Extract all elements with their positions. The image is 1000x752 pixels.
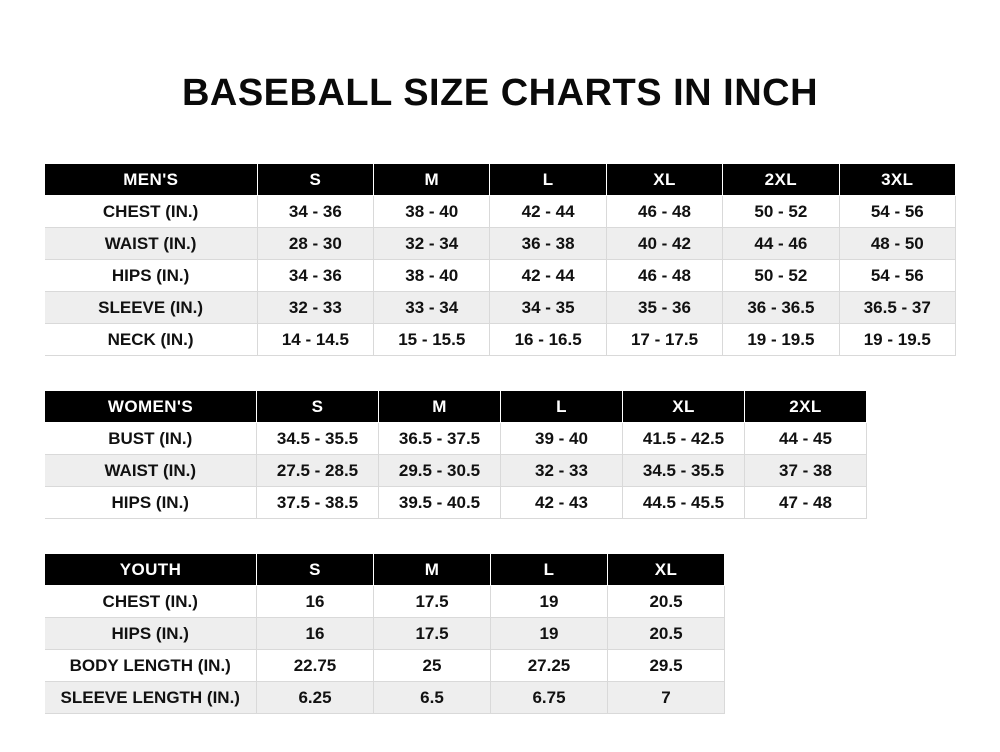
cell: 22.75 (257, 650, 374, 682)
row-label: SLEEVE (IN.) (45, 292, 258, 324)
cell: 34 - 36 (257, 260, 373, 292)
cell: 34.5 - 35.5 (257, 423, 379, 455)
womens-header-s: S (257, 391, 379, 423)
mens-header-l: L (490, 164, 606, 196)
cell: 47 - 48 (745, 487, 867, 519)
table-row (45, 586, 725, 618)
womens-size-table (44, 390, 867, 519)
row-label: HIPS (IN.) (45, 487, 257, 519)
table-row (45, 650, 725, 682)
cell: 6.75 (491, 682, 608, 714)
cell: 16 - 16.5 (490, 324, 606, 356)
row-label: WAIST (IN.) (45, 455, 257, 487)
tables-container (0, 163, 1000, 714)
table-row (45, 228, 956, 260)
cell: 50 - 52 (723, 260, 839, 292)
cell: 38 - 40 (374, 260, 490, 292)
table-spacer (44, 356, 956, 390)
cell: 32 - 33 (501, 455, 623, 487)
womens-header-m: M (379, 391, 501, 423)
cell: 25 (374, 650, 491, 682)
cell: 6.25 (257, 682, 374, 714)
cell: 37.5 - 38.5 (257, 487, 379, 519)
cell: 41.5 - 42.5 (623, 423, 745, 455)
womens-header-l: L (501, 391, 623, 423)
cell: 42 - 44 (490, 260, 606, 292)
table-row (45, 292, 956, 324)
cell: 7 (608, 682, 725, 714)
cell: 19 - 19.5 (723, 324, 839, 356)
cell: 16 (257, 586, 374, 618)
cell: 36.5 - 37.5 (379, 423, 501, 455)
page-title: BASEBALL SIZE CHARTS IN INCH (181, 72, 819, 114)
cell: 42 - 44 (490, 196, 606, 228)
table-row (45, 324, 956, 356)
cell: 19 (491, 618, 608, 650)
cell: 48 - 50 (839, 228, 955, 260)
cell: 19 - 19.5 (839, 324, 955, 356)
youth-header-row (45, 554, 725, 586)
youth-header-xl: XL (608, 554, 725, 586)
row-label: NECK (IN.) (45, 324, 258, 356)
cell: 17 - 17.5 (606, 324, 722, 356)
cell: 34 - 36 (257, 196, 373, 228)
womens-header-2xl: 2XL (745, 391, 867, 423)
womens-header-row (45, 391, 867, 423)
mens-header-2xl: 2XL (723, 164, 839, 196)
youth-header-category: YOUTH (45, 554, 257, 586)
youth-header-s: S (257, 554, 374, 586)
table-row (45, 682, 725, 714)
mens-size-table (44, 163, 956, 356)
youth-header-m: M (374, 554, 491, 586)
cell: 27.5 - 28.5 (257, 455, 379, 487)
table-row (45, 423, 867, 455)
cell: 17.5 (374, 618, 491, 650)
cell: 34.5 - 35.5 (623, 455, 745, 487)
row-label: WAIST (IN.) (45, 228, 258, 260)
cell: 29.5 - 30.5 (379, 455, 501, 487)
cell: 17.5 (374, 586, 491, 618)
mens-header-row (45, 164, 956, 196)
cell: 27.25 (491, 650, 608, 682)
youth-size-table (44, 553, 725, 714)
table-spacer (44, 519, 956, 553)
youth-header-l: L (491, 554, 608, 586)
mens-header-3xl: 3XL (839, 164, 955, 196)
table-row (45, 196, 956, 228)
cell: 6.5 (374, 682, 491, 714)
cell: 39 - 40 (501, 423, 623, 455)
mens-header-m: M (374, 164, 490, 196)
row-label: BODY LENGTH (IN.) (45, 650, 257, 682)
cell: 32 - 33 (257, 292, 373, 324)
cell: 16 (257, 618, 374, 650)
cell: 39.5 - 40.5 (379, 487, 501, 519)
table-row (45, 455, 867, 487)
cell: 44.5 - 45.5 (623, 487, 745, 519)
womens-header-category: WOMEN'S (45, 391, 257, 423)
row-label: SLEEVE LENGTH (IN.) (45, 682, 257, 714)
cell: 20.5 (608, 586, 725, 618)
cell: 36 - 38 (490, 228, 606, 260)
cell: 28 - 30 (257, 228, 373, 260)
cell: 36 - 36.5 (723, 292, 839, 324)
cell: 38 - 40 (374, 196, 490, 228)
cell: 29.5 (608, 650, 725, 682)
cell: 46 - 48 (606, 260, 722, 292)
mens-header-s: S (257, 164, 373, 196)
cell: 42 - 43 (501, 487, 623, 519)
cell: 34 - 35 (490, 292, 606, 324)
cell: 40 - 42 (606, 228, 722, 260)
table-row (45, 260, 956, 292)
cell: 54 - 56 (839, 260, 955, 292)
row-label: CHEST (IN.) (45, 196, 258, 228)
table-row (45, 618, 725, 650)
mens-header-xl: XL (606, 164, 722, 196)
table-row (45, 487, 867, 519)
cell: 54 - 56 (839, 196, 955, 228)
row-label: HIPS (IN.) (45, 260, 258, 292)
row-label: HIPS (IN.) (45, 618, 257, 650)
cell: 19 (491, 586, 608, 618)
cell: 32 - 34 (374, 228, 490, 260)
cell: 44 - 46 (723, 228, 839, 260)
cell: 37 - 38 (745, 455, 867, 487)
row-label: CHEST (IN.) (45, 586, 257, 618)
cell: 15 - 15.5 (374, 324, 490, 356)
cell: 14 - 14.5 (257, 324, 373, 356)
row-label: BUST (IN.) (45, 423, 257, 455)
cell: 50 - 52 (723, 196, 839, 228)
cell: 46 - 48 (606, 196, 722, 228)
cell: 35 - 36 (606, 292, 722, 324)
womens-header-xl: XL (623, 391, 745, 423)
cell: 33 - 34 (374, 292, 490, 324)
cell: 20.5 (608, 618, 725, 650)
mens-header-category: MEN'S (45, 164, 258, 196)
cell: 44 - 45 (745, 423, 867, 455)
cell: 36.5 - 37 (839, 292, 955, 324)
